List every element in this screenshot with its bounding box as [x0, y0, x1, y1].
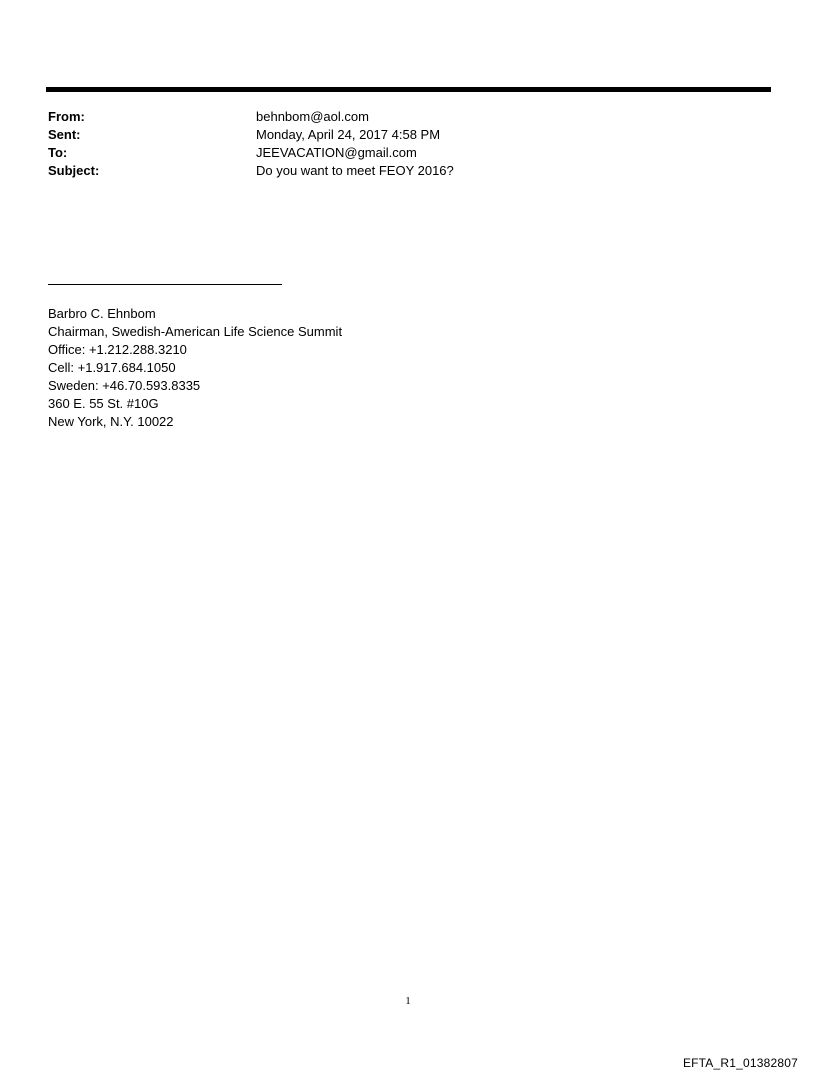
signature-sweden-phone: Sweden: +46.70.593.8335	[48, 378, 201, 393]
sent-value: Monday, April 24, 2017 4:58 PM	[256, 127, 441, 142]
page-number: 1	[405, 995, 411, 1007]
sent-row	[48, 126, 748, 144]
to-value: JEEVACATION@gmail.com	[256, 145, 417, 160]
signature-address-street: 360 E. 55 St. #10G	[48, 396, 159, 411]
signature-divider	[48, 284, 282, 285]
sent-label: Sent:	[48, 127, 81, 142]
subject-label: Subject:	[48, 163, 100, 178]
from-row	[48, 108, 748, 126]
to-row	[48, 144, 748, 162]
signature-name: Barbro C. Ehnbom	[48, 306, 156, 321]
signature-address-city: New York, N.Y. 10022	[48, 414, 174, 429]
to-label: To:	[48, 145, 68, 160]
email-header	[48, 108, 748, 180]
signature-cell-phone: Cell: +1.917.684.1050	[48, 360, 176, 375]
subject-value: Do you want to meet FEOY 2016?	[256, 163, 454, 178]
signature-title: Chairman, Swedish-American Life Science Summit	[48, 324, 343, 339]
document-id: EFTA_R1_01382807	[682, 1056, 798, 1070]
from-value: behnbom@aol.com	[256, 109, 369, 124]
from-label: From:	[48, 109, 85, 124]
subject-row	[48, 162, 748, 180]
header-divider	[46, 87, 771, 92]
signature-block	[48, 305, 342, 431]
signature-office-phone: Office: +1.212.288.3210	[48, 342, 187, 357]
